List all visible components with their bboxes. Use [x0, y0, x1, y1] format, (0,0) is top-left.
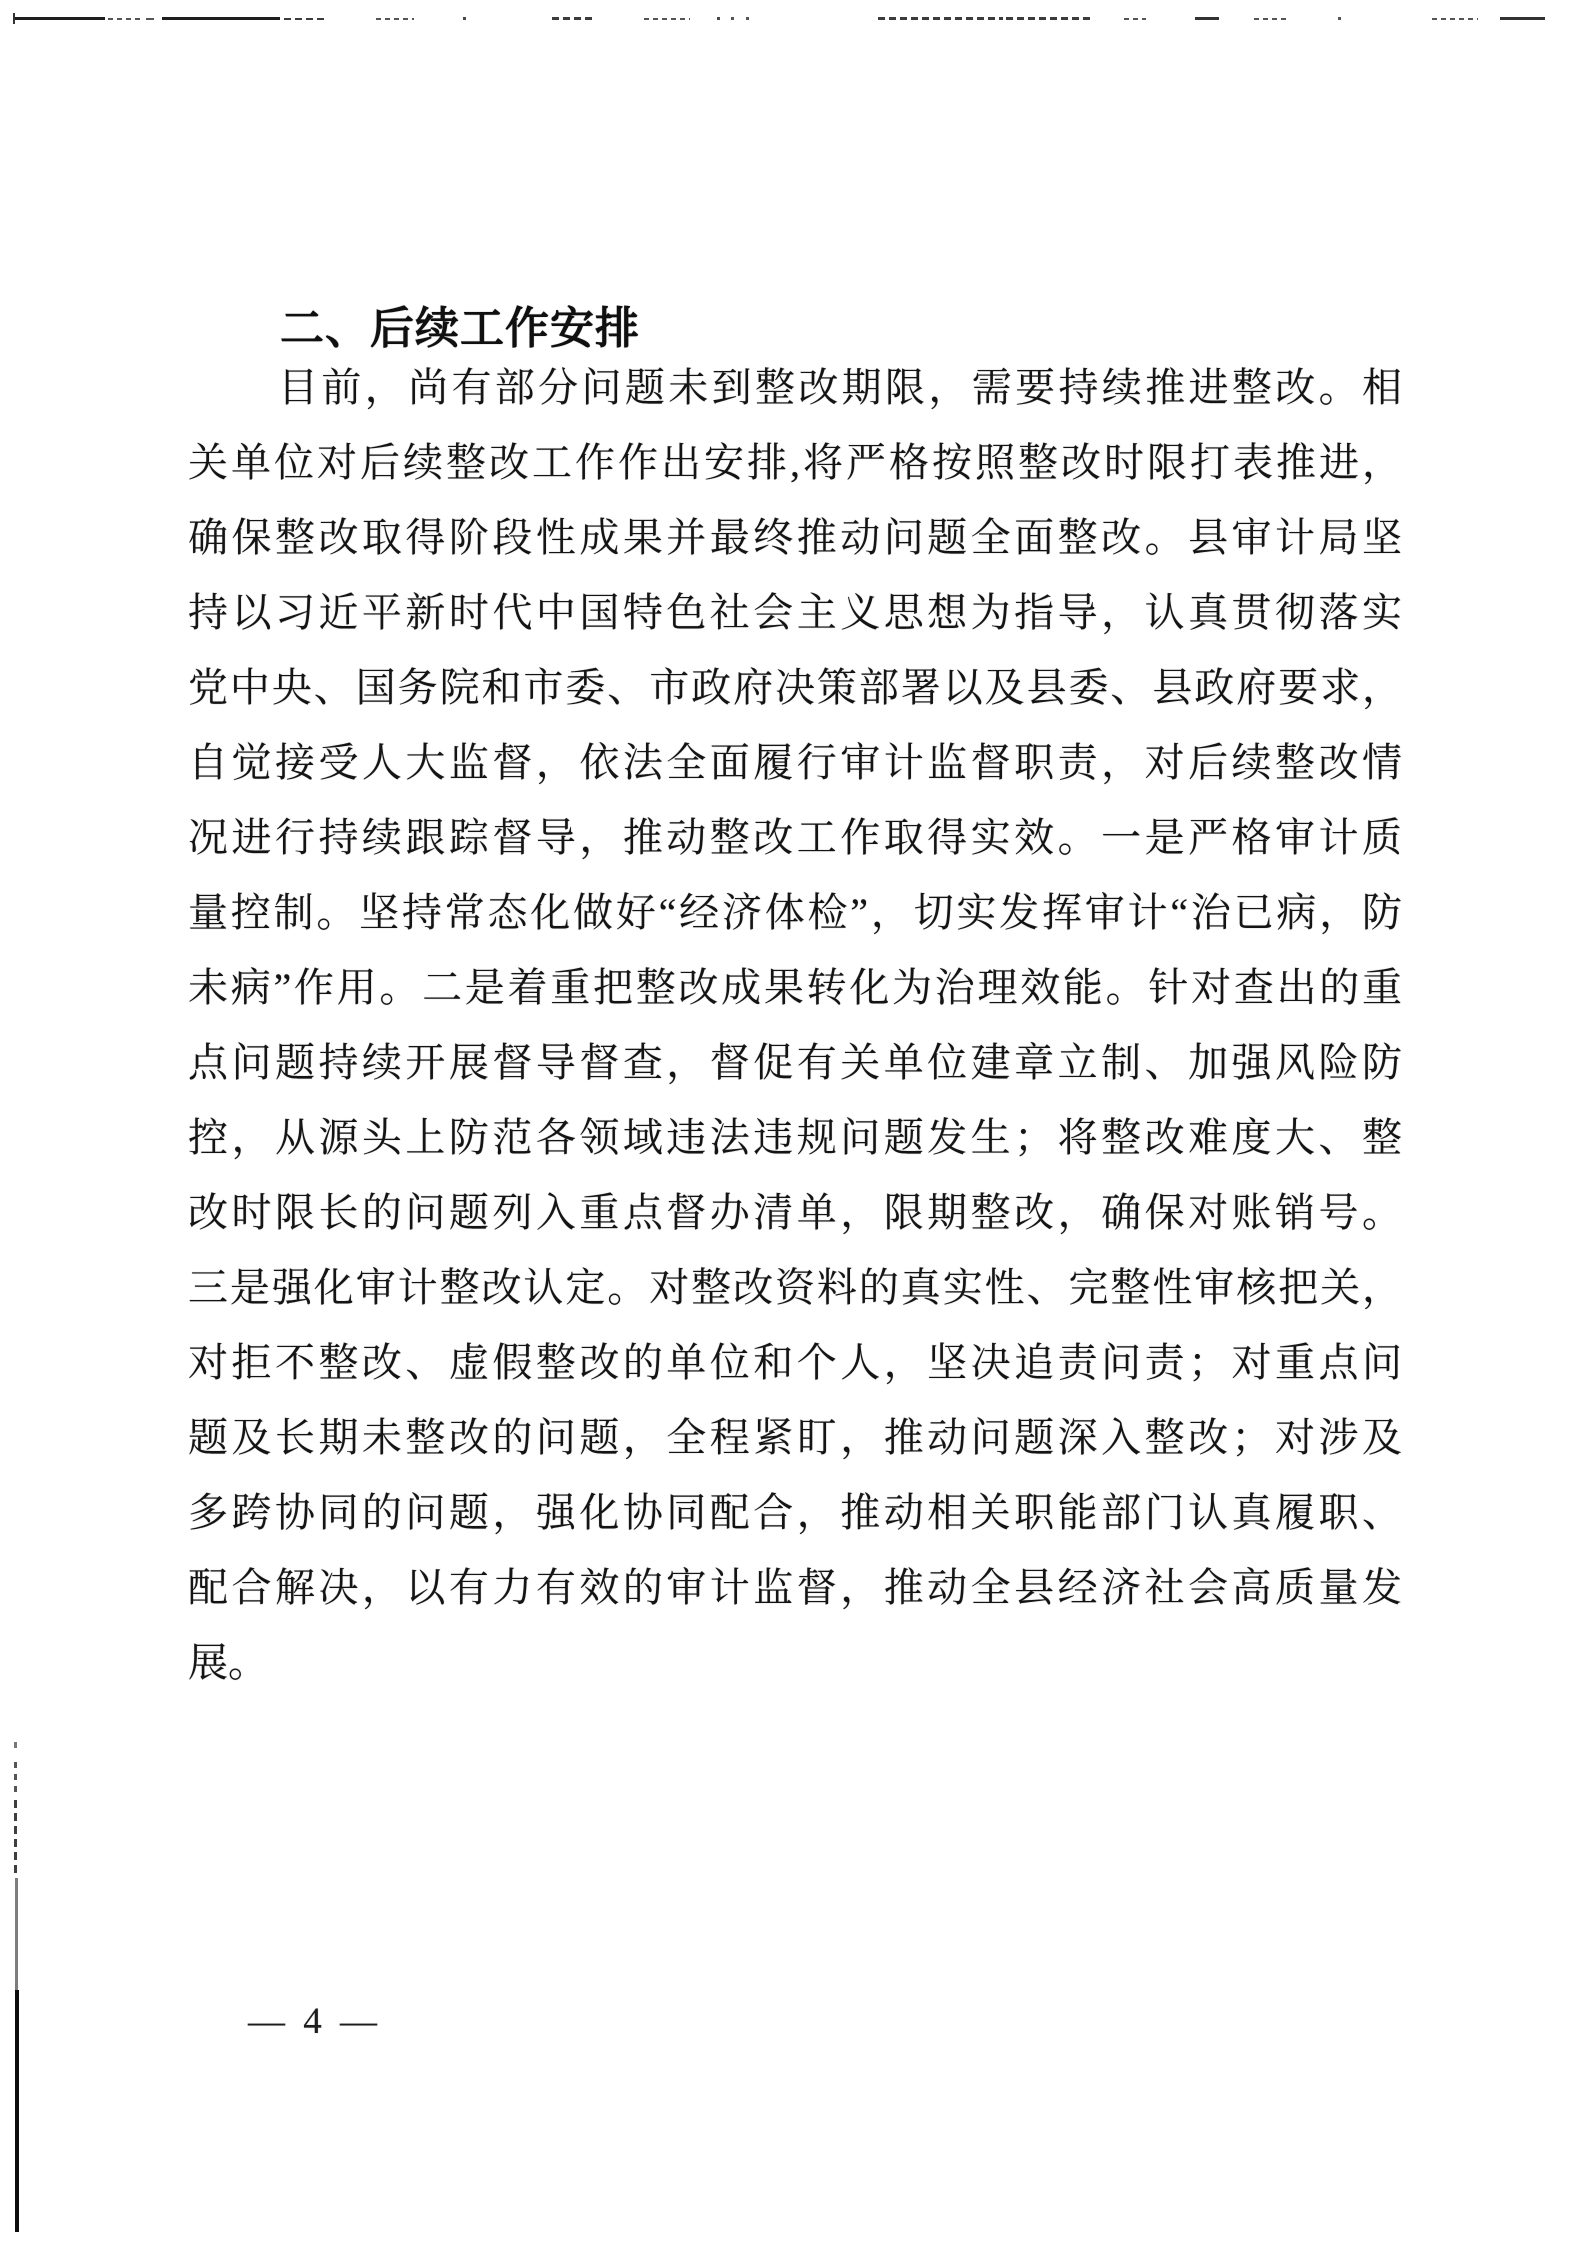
scan-artifact — [146, 18, 154, 20]
scan-artifact — [284, 18, 328, 20]
body-line: 持以习近平新时代中国特色社会主义思想为指导，认真贯彻落实 — [188, 590, 1402, 635]
scan-artifact — [644, 18, 690, 20]
body-line: 多跨协同的问题，强化协同配合，推动相关职能部门认真履职、 — [188, 1490, 1402, 1535]
body-line: 自觉接受人大监督，依法全面履行审计监督职责，对后续整改情 — [188, 740, 1402, 785]
scan-artifact — [552, 17, 596, 20]
body-line: 未病”作用。二是着重把整改成果转化为治理效能。针对查出的重 — [188, 965, 1402, 1010]
scan-artifact — [878, 17, 1003, 20]
body-line: 关单位对后续整改工作作出安排,将严格按照整改时限打表推进， — [188, 440, 1402, 485]
body-line: 三是强化审计整改认定。对整改资料的真实性、完整性审核把关， — [188, 1265, 1402, 1310]
scan-artifact — [376, 18, 414, 20]
scan-artifact — [1500, 17, 1545, 20]
scan-artifact — [15, 1878, 18, 1990]
body-line: 目前，尚有部分问题未到整改期限，需要持续推进整改。相 — [278, 365, 1402, 410]
body-line: 改时限长的问题列入重点督办清单，限期整改，确保对账销号。 — [188, 1190, 1402, 1235]
scan-artifact — [1124, 18, 1146, 20]
body-line: 确保整改取得阶段性成果并最终推动问题全面整改。县审计局坚 — [188, 515, 1402, 560]
scan-artifact — [1254, 18, 1290, 20]
scan-artifact — [746, 17, 749, 20]
scan-artifact — [162, 17, 280, 20]
body-line: 点问题持续开展督导督查，督促有关单位建章立制、加强风险防 — [188, 1040, 1402, 1085]
scan-artifact — [15, 17, 105, 20]
body-line: 党中央、国务院和市委、市政府决策部署以及县委、县政府要求， — [188, 665, 1402, 710]
scan-artifact — [1432, 18, 1478, 20]
page-number: — 4 — — [248, 2001, 377, 2042]
body-line: 况进行持续跟踪督导，推动整改工作取得实效。一是严格审计质 — [188, 815, 1402, 860]
scan-artifact — [1006, 17, 1090, 20]
scan-artifact — [14, 1762, 17, 1798]
body-line: 展。 — [188, 1640, 268, 1685]
scan-artifact — [717, 17, 720, 20]
body-line: 配合解决，以有力有效的审计监督，推动全县经济社会高质量发 — [188, 1565, 1402, 1610]
scan-artifact — [14, 1742, 17, 1748]
scan-artifact — [1338, 17, 1341, 20]
section-heading: 二、后续工作安排 — [280, 304, 640, 353]
body-paragraph — [188, 350, 1402, 1700]
scan-artifact — [15, 1990, 19, 2232]
scan-artifact — [1195, 17, 1219, 20]
body-line: 题及长期未整改的问题，全程紧盯，推动问题深入整改；对涉及 — [188, 1415, 1402, 1460]
scan-artifact — [14, 1800, 17, 1878]
body-line: 对拒不整改、虚假整改的单位和个人，坚决追责问责；对重点问 — [188, 1340, 1402, 1385]
scan-artifact — [463, 17, 466, 20]
body-line: 量控制。坚持常态化做好“经济体检”，切实发挥审计“治已病，防 — [188, 890, 1402, 935]
body-line: 控，从源头上防范各领域违法违规问题发生；将整改难度大、整 — [188, 1115, 1402, 1160]
scan-artifact — [108, 18, 140, 20]
scan-artifact — [731, 17, 734, 20]
